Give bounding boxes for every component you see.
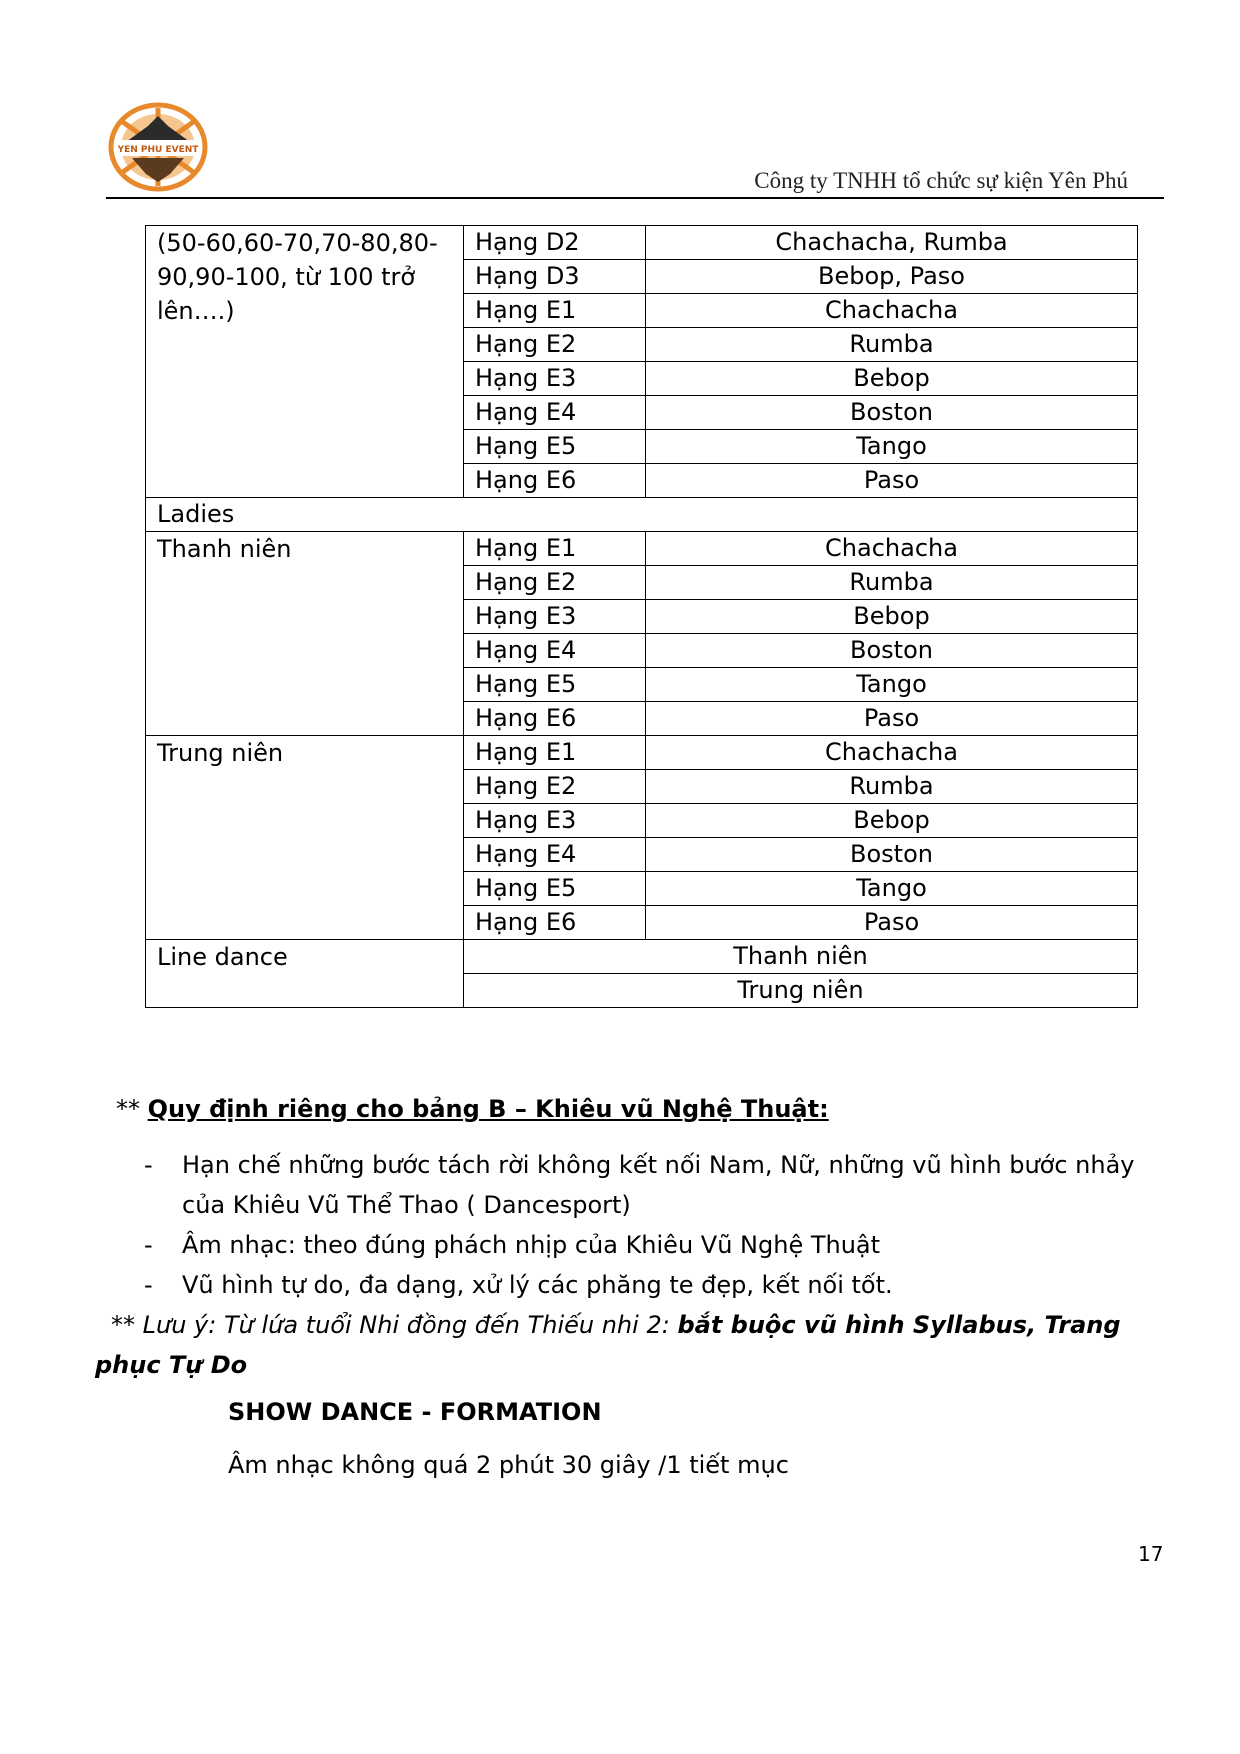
- rank-cell: Hạng E2: [464, 566, 646, 600]
- rank-cell: Hạng D3: [464, 260, 646, 294]
- dance-cell: Rumba: [646, 566, 1138, 600]
- rules-stars: **: [116, 1095, 140, 1123]
- dance-cell: Paso: [646, 464, 1138, 498]
- rules-title: [116, 1095, 829, 1123]
- logo-icon: [108, 102, 208, 192]
- dance-cell: Paso: [646, 702, 1138, 736]
- page-number: 17: [1138, 1542, 1164, 1566]
- rule-text: Vũ hình tự do, đa dạng, xử lý các phăng te đẹp, kết nối tốt.: [182, 1271, 893, 1299]
- rules-title-text: Quy định riêng cho bảng B – Khiêu vũ Nghệ Thuật:: [147, 1095, 829, 1123]
- rank-cell: Hạng E1: [464, 736, 646, 770]
- show-dance-title: SHOW DANCE - FORMATION: [228, 1398, 602, 1426]
- group-label: Trung niên: [146, 736, 464, 940]
- dance-cell: Tango: [646, 430, 1138, 464]
- list-item: [0, 1225, 1240, 1265]
- table-row: [146, 226, 1138, 260]
- ladies-heading: Ladies: [146, 498, 1138, 532]
- competition-table: [145, 225, 1138, 1008]
- group-label: (50-60,60-70,70-80,80-90,90-100, từ 100 trở lên….): [146, 226, 464, 498]
- dance-cell: Boston: [646, 396, 1138, 430]
- rule-text: Âm nhạc: theo đúng phách nhịp của Khiêu Vũ Nghệ Thuật: [182, 1231, 881, 1259]
- rank-cell: Hạng E1: [464, 532, 646, 566]
- rank-cell: Hạng E6: [464, 906, 646, 940]
- dance-cell: Boston: [646, 838, 1138, 872]
- rank-cell: Hạng E3: [464, 362, 646, 396]
- rank-cell: Hạng E4: [464, 634, 646, 668]
- rank-cell: Hạng E4: [464, 396, 646, 430]
- dance-cell: Chachacha: [646, 736, 1138, 770]
- header-divider: [106, 197, 1164, 199]
- dance-cell: Bebop: [646, 362, 1138, 396]
- dance-cell: Rumba: [646, 328, 1138, 362]
- dance-cell: Bebop, Paso: [646, 260, 1138, 294]
- table-row: [146, 940, 1138, 974]
- group-label: Thanh niên: [146, 532, 464, 736]
- dance-cell: Tango: [646, 668, 1138, 702]
- dance-cell: Boston: [646, 634, 1138, 668]
- table-row: [146, 736, 1138, 770]
- dance-cell: Rumba: [646, 770, 1138, 804]
- note-bold: bắt buộc vũ hình Syllabus, Trang phục Tự Do: [95, 1311, 1121, 1379]
- dance-cell: Bebop: [646, 600, 1138, 634]
- table-row: [146, 498, 1138, 532]
- rank-cell: Hạng E6: [464, 464, 646, 498]
- rule-list: [0, 1145, 1240, 1305]
- rule-text: Hạn chế những bước tách rời không kết nối Nam, Nữ, những vũ hình bước nhảy của Khiêu Vũ Thể Thao ( Dancesport): [182, 1151, 1135, 1219]
- line-dance-cell: Thanh niên: [464, 940, 1138, 974]
- note-prefix: ** Lưu ý: Từ lứa tuổi Nhi đồng đến Thiếu nhi 2:: [111, 1311, 678, 1339]
- rank-cell: Hạng E3: [464, 804, 646, 838]
- dance-cell: Chachacha: [646, 294, 1138, 328]
- dance-cell: Chachacha, Rumba: [646, 226, 1138, 260]
- rank-cell: Hạng E2: [464, 770, 646, 804]
- dance-cell: Tango: [646, 872, 1138, 906]
- rank-cell: Hạng E4: [464, 838, 646, 872]
- rank-cell: Hạng E5: [464, 430, 646, 464]
- dance-cell: Paso: [646, 906, 1138, 940]
- dance-cell: Bebop: [646, 804, 1138, 838]
- company-name: Công ty TNHH tổ chức sự kiện Yên Phú: [754, 168, 1128, 193]
- rank-cell: Hạng E2: [464, 328, 646, 362]
- show-dance-text: Âm nhạc không quá 2 phút 30 giây /1 tiết mục: [228, 1451, 789, 1479]
- table-row: [146, 532, 1138, 566]
- company-logo: [108, 102, 208, 192]
- rank-cell: Hạng E6: [464, 702, 646, 736]
- list-item: [0, 1145, 1240, 1225]
- bullet-dash: -: [144, 1151, 153, 1179]
- rank-cell: Hạng E3: [464, 600, 646, 634]
- line-dance-cell: Trung niên: [464, 974, 1138, 1008]
- rank-cell: Hạng E5: [464, 872, 646, 906]
- group-label: Line dance: [146, 940, 464, 1008]
- rank-cell: Hạng D2: [464, 226, 646, 260]
- list-item: [0, 1265, 1240, 1305]
- logo-text: YEN PHU EVENT: [117, 145, 199, 155]
- note-paragraph: [95, 1305, 1155, 1385]
- rank-cell: Hạng E5: [464, 668, 646, 702]
- bullet-dash: -: [144, 1231, 153, 1259]
- dance-cell: Chachacha: [646, 532, 1138, 566]
- rank-cell: Hạng E1: [464, 294, 646, 328]
- bullet-dash: -: [144, 1271, 153, 1299]
